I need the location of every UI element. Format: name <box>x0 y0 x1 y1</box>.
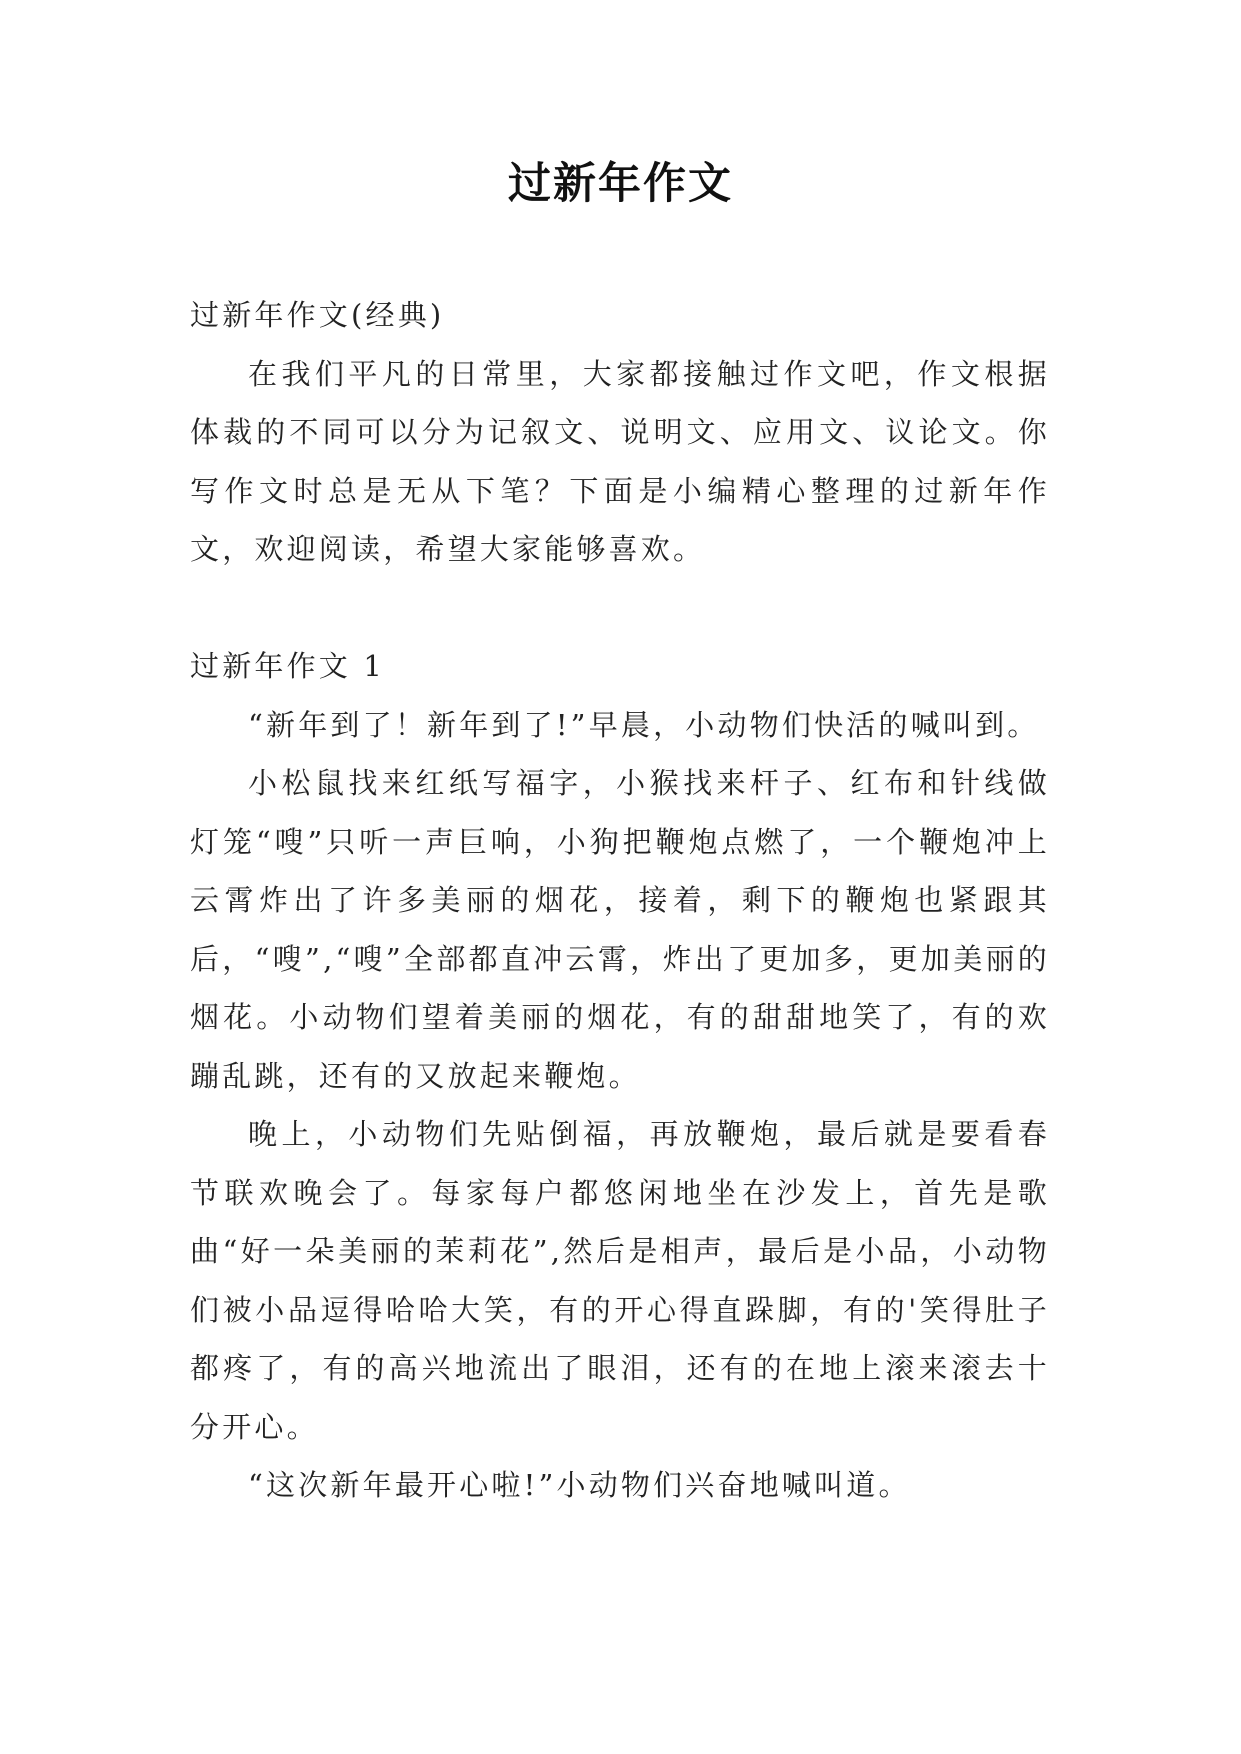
document-subtitle: 过新年作文(经典) <box>190 298 445 332</box>
document-title: 过新年作文 <box>508 159 733 209</box>
section-spacer <box>190 579 1050 638</box>
essay-paragraph-3: 晚上，小动物们先贴倒福，再放鞭炮，最后就是要看春节联欢晚会了。每家每户都悠闲地坐在沙发上，首先是歌曲“好一朵美丽的茉莉花”,然后是相声，最后是小品，小动物们被小品逗得哈哈大笑，有的开心得直跺脚，有的'笑得肚子都疼了，有的高兴地流出了眼泪，还有的在地上滚来滚去十分开心。 <box>190 1117 1050 1444</box>
essay-paragraph-2: 小松鼠找来红纸写福字，小猴找来杆子、红布和针线做灯笼“嗖”只听一声巨响，小狗把鞭炮点燃了，一个鞭炮冲上云霄炸出了许多美丽的烟花，接着，剩下的鞭炮也紧跟其后，“嗖”,“嗖”全部都直冲云霄，炸出了更加多，更加美丽的烟花。小动物们望着美丽的烟花，有的甜甜地笑了，有的欢蹦乱跳，还有的又放起来鞭炮。 <box>190 766 1050 1093</box>
essay-paragraph-1: “新年到了！新年到了!”早晨，小动物们快活的喊叫到。 <box>248 707 1040 742</box>
intro-paragraph: 在我们平凡的日常里，大家都接触过作文吧，作文根据体裁的不同可以分为记叙文、说明文、应用文、议论文。你写作文时总是无从下笔？下面是小编精心整理的过新年作文，欢迎阅读，希望大家能够喜欢。 <box>190 356 1050 566</box>
essay-paragraph-4: “这次新年最开心啦!”小动物们兴奋地喊叫道。 <box>248 1468 911 1502</box>
document-body <box>190 286 1050 1515</box>
section-heading: 过新年作文 1 <box>190 649 386 683</box>
